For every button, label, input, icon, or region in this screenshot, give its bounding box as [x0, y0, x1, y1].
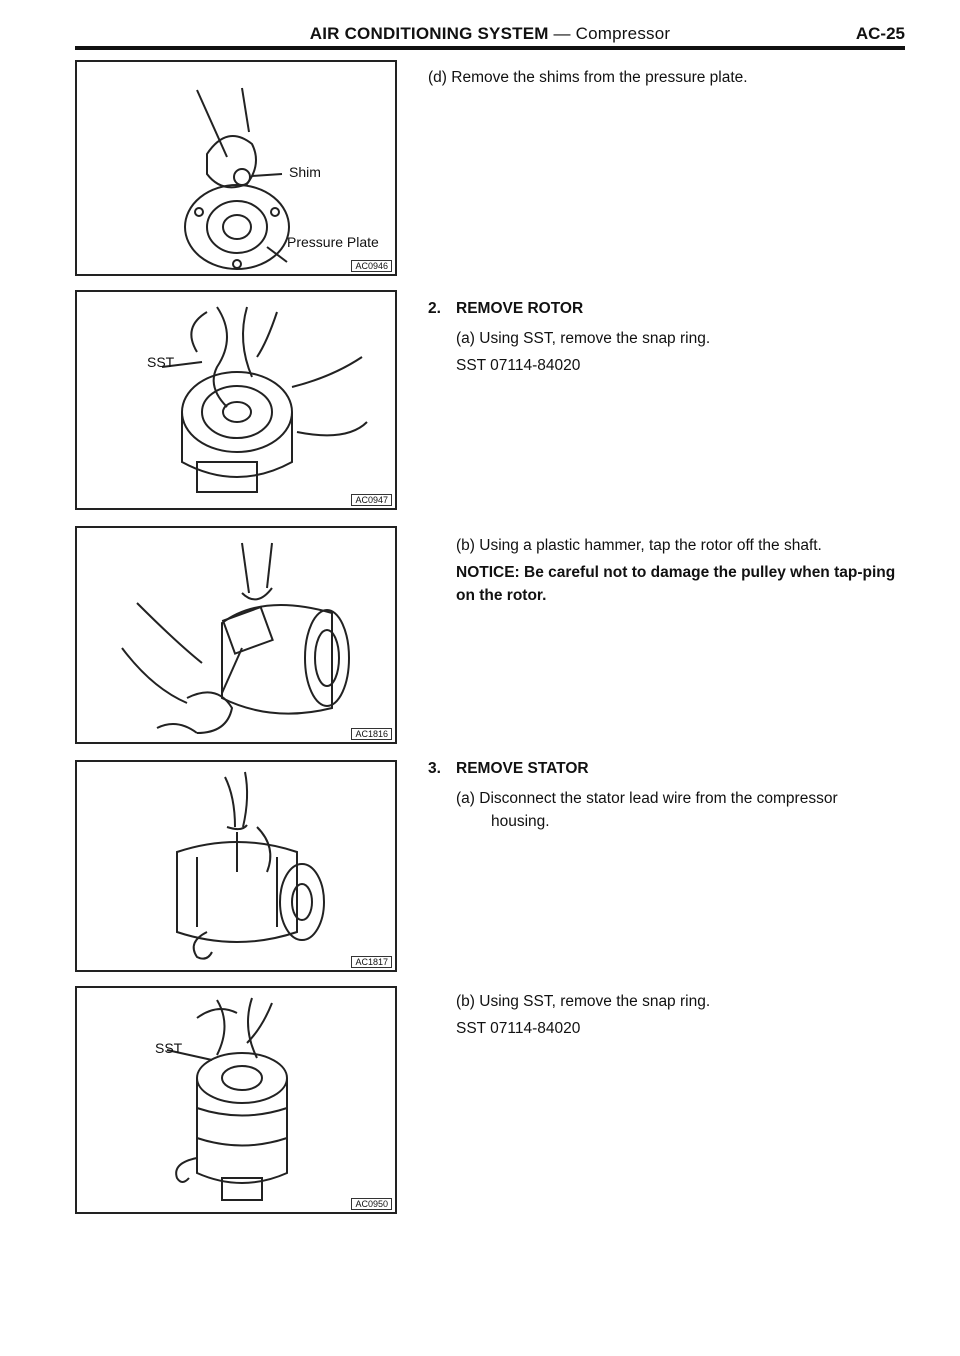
figure-code: AC0947: [351, 494, 392, 506]
stator-snap-ring-illustration: [77, 988, 395, 1212]
step-title: REMOVE ROTOR: [456, 300, 584, 317]
callout-sst: SST: [155, 1040, 183, 1056]
callout-sst: SST: [147, 354, 175, 370]
notice-text: Be careful not to damage the pulley when tap-ping on the rotor.: [456, 564, 896, 604]
section-title-main: AIR CONDITIONING SYSTEM: [309, 24, 549, 43]
figure-code: AC1817: [351, 956, 392, 968]
hammer-rotor-illustration: [77, 528, 395, 742]
step-2b-notice: [456, 561, 906, 607]
stator-lead-wire-illustration: [77, 762, 395, 970]
notice-label: NOTICE:: [456, 564, 520, 581]
figure-plastic-hammer: [75, 526, 397, 744]
step-number: 3.: [428, 760, 441, 777]
step-2-heading: [428, 300, 583, 318]
page-number: AC-25: [855, 24, 905, 43]
section-title-sub: — Compressor: [548, 24, 671, 43]
rotor-snap-ring-illustration: [77, 292, 395, 508]
step-3b-sst-number: SST 07114-84020: [456, 1020, 581, 1037]
figure-shim-pressure-plate: [75, 60, 397, 276]
step-number: 2.: [428, 300, 441, 317]
figure-code: AC0946: [351, 260, 392, 272]
step-2a-sst-number: SST 07114-84020: [456, 357, 581, 374]
figure-code: AC1816: [351, 728, 392, 740]
callout-shim: Shim: [289, 164, 321, 180]
step-3a-instruction: (a) Disconnect the stator lead wire from the compressor: [456, 790, 838, 807]
page-header: [75, 24, 905, 46]
substep-d-remove-shims: (d) Remove the shims from the pressure plate.: [428, 69, 748, 86]
step-title: REMOVE STATOR: [456, 760, 589, 777]
figure-stator-lead-wire: [75, 760, 397, 972]
step-3-heading: [428, 760, 589, 778]
callout-pressure-plate: Pressure Plate: [287, 234, 379, 250]
figure-sst-snap-ring-stator: [75, 986, 397, 1214]
header-rule: [75, 46, 905, 50]
figure-sst-snap-ring-rotor: [75, 290, 397, 510]
figure-code: AC0950: [351, 1198, 392, 1210]
step-3a-instruction-cont: housing.: [491, 813, 550, 830]
step-2a-instruction: (a) Using SST, remove the snap ring.: [456, 330, 711, 347]
section-title: [75, 24, 905, 44]
step-3b-instruction: (b) Using SST, remove the snap ring.: [456, 993, 711, 1010]
step-2b-instruction: (b) Using a plastic hammer, tap the rotor off the shaft.: [456, 537, 822, 554]
